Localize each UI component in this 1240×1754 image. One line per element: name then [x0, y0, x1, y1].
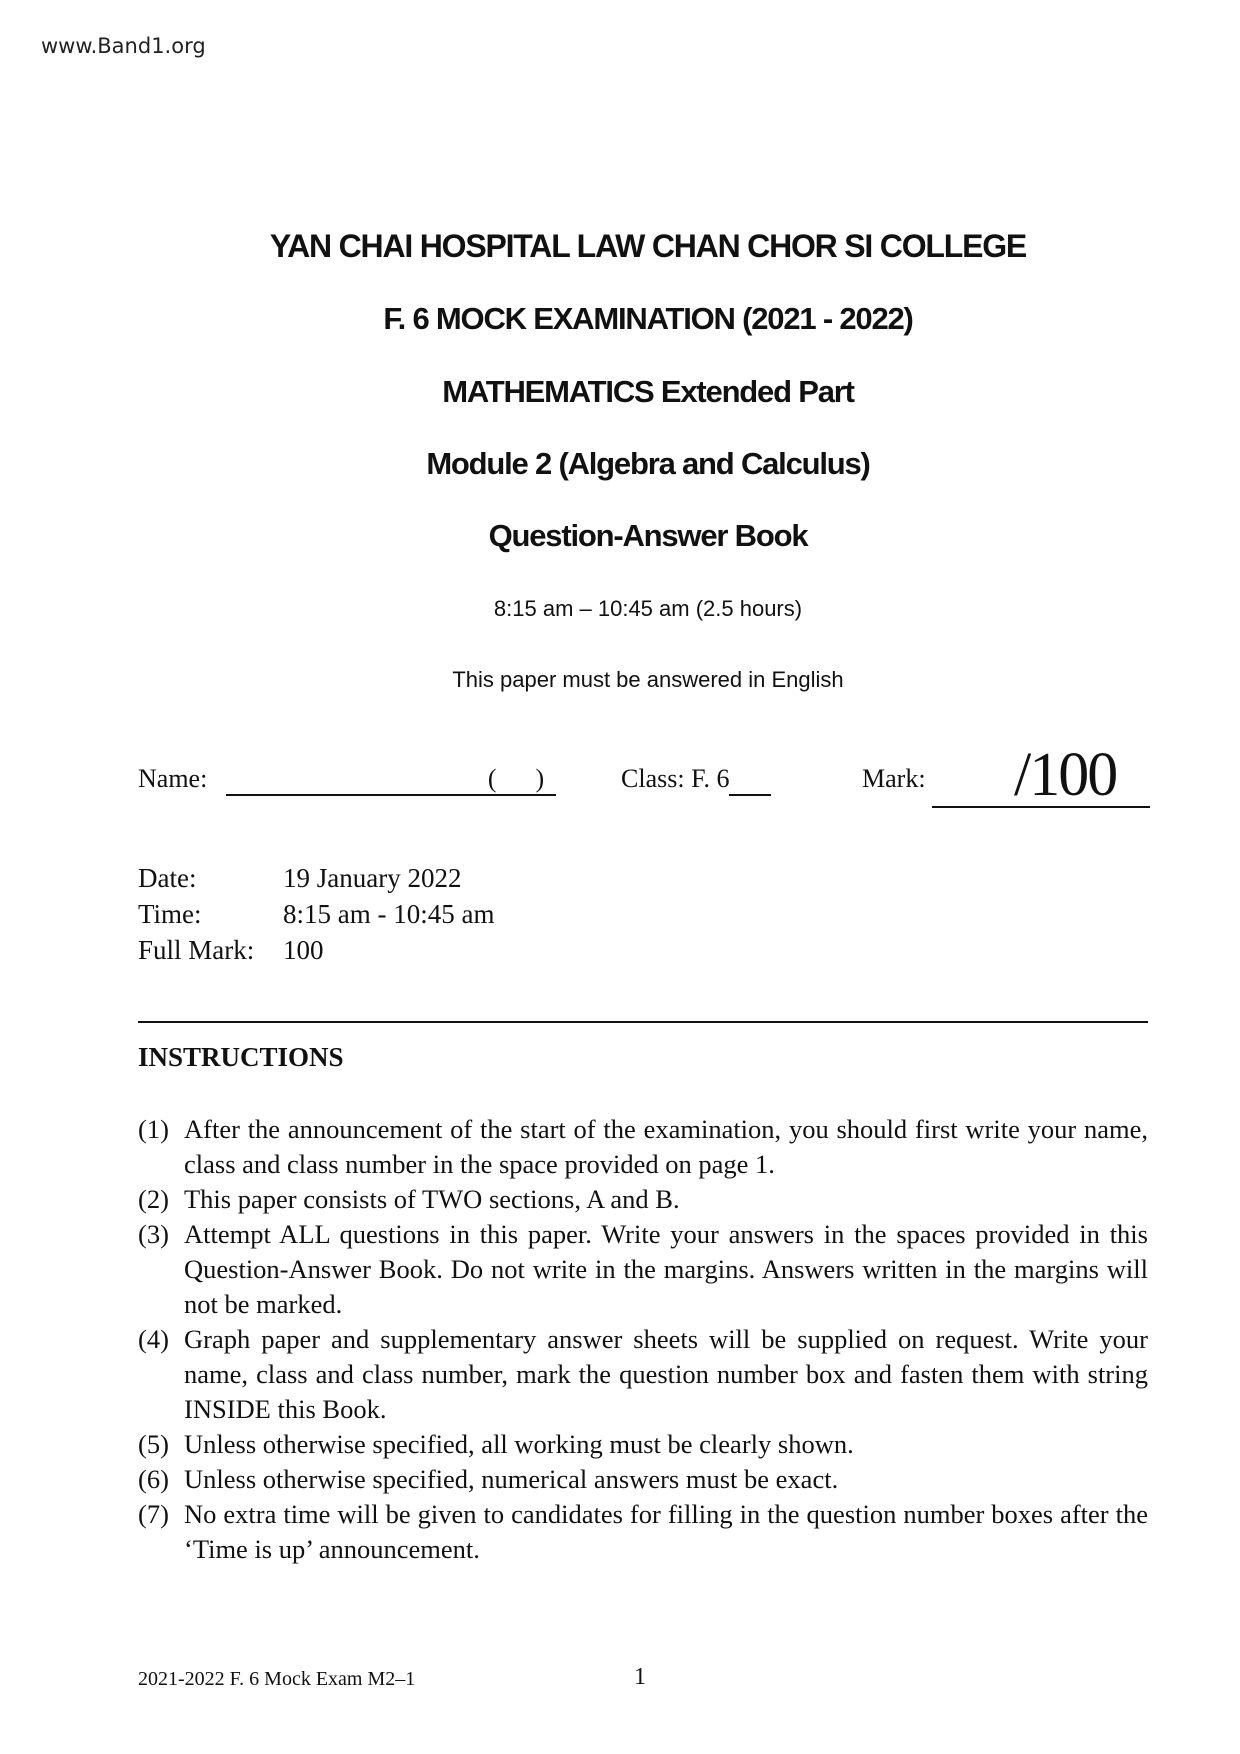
instruction-item: (6) Unless otherwise specified, numerical answers must be exact. — [138, 1464, 839, 1494]
footer-code: 2021-2022 F. 6 Mock Exam M2–1 — [138, 1668, 416, 1690]
page-number: 1 — [634, 1664, 646, 1690]
info-time: Time: 8:15 am - 10:45 am — [138, 899, 495, 929]
school-name: YAN CHAI HOSPITAL LAW CHAN CHOR SI COLLEGE — [269, 228, 1027, 264]
mark-label: Mark: — [862, 764, 926, 793]
info-full-mark: Full Mark: 100 — [138, 935, 324, 965]
language-note: This paper must be answered in English — [452, 667, 844, 692]
exam-info — [138, 860, 494, 968]
info-date: Date: 19 January 2022 — [138, 863, 462, 893]
class-number-field[interactable]: ( ) — [476, 764, 556, 796]
instructions-heading: INSTRUCTIONS — [138, 1042, 344, 1072]
instruction-item: (2) This paper consists of TWO sections, A and B. — [138, 1184, 680, 1214]
divider — [138, 1021, 1148, 1023]
instruction-item: (3) Attempt ALL questions in this paper. Write your answers in the spaces provided in this Question-Answer Book. Do not write in the margins. Answers written in the margins will not be marked. — [138, 1219, 1148, 1319]
name-label: Name: — [138, 764, 208, 793]
instruction-item: (5) Unless otherwise specified, all working must be clearly shown. — [138, 1429, 854, 1459]
mark-total: /100 — [1014, 741, 1117, 809]
class-label: Class: F. 6 — [621, 764, 730, 793]
instruction-item: (1) After the announcement of the start of the examination, you should first write your name, class and class number in the space provided on page 1. — [138, 1114, 1148, 1179]
subject-title: MATHEMATICS Extended Part — [442, 374, 854, 409]
exam-duration: 8:15 am – 10:45 am (2.5 hours) — [493, 596, 803, 621]
class-field[interactable] — [621, 764, 771, 796]
instructions-list — [138, 1112, 1148, 1567]
name-field[interactable] — [226, 764, 556, 796]
instruction-item: (7) No extra time will be given to candidates for filling in the question number boxes after the ‘Time is up’ announcement. — [138, 1499, 1148, 1564]
book-title: Question-Answer Book — [488, 518, 808, 553]
instruction-item: (4) Graph paper and supplementary answer sheets will be supplied on request. Write your name, class and class number, mark the question number box and fasten them with string INSIDE this Book. — [138, 1324, 1148, 1424]
module-title: Module 2 (Algebra and Calculus) — [426, 446, 870, 481]
watermark: www.Band1.org — [41, 34, 206, 58]
exam-title: F. 6 MOCK EXAMINATION (2021 - 2022) — [383, 301, 913, 336]
